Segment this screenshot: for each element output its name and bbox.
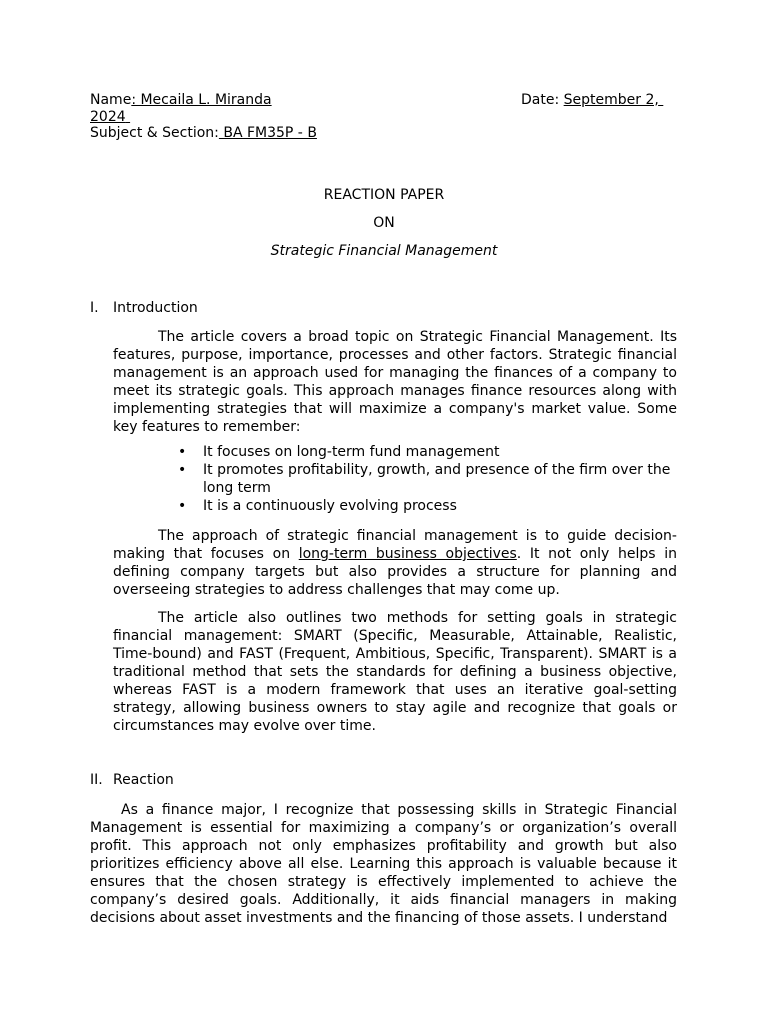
date-year-line — [90, 109, 130, 126]
date-value: September 2, — [563, 92, 659, 108]
section-1-numeral: I. — [90, 300, 99, 316]
name-value: : Mecaila L. Miranda — [131, 92, 272, 108]
date-label: Date: — [521, 92, 564, 108]
title-reaction-paper: REACTION PAPER — [323, 187, 445, 203]
date-line — [521, 92, 663, 109]
key-features-list — [178, 443, 677, 515]
list-item: • It focuses on long-term fund management — [178, 444, 500, 460]
list-item: • It promotes profitability, growth, and presence of the firm over the long term — [178, 462, 671, 496]
bullet-icon: • — [178, 462, 187, 478]
reaction-paragraph-1: As a finance major, I recognize that possessing skills in Strategic Financial Management is essential for maximizing a company’s or organization’s overall profit. This approach not only emphasizes profitability and growth but also prioritizes efficiency above all else. Learning this approach is valuable because it ensures that the chosen strategy is effectively implemented to achieve the company’s desired goals. Additionally, it aids financial managers in making decisions about asset investments and the financing of those assets. I understand — [90, 802, 677, 926]
section-1-heading: Introduction — [113, 300, 198, 316]
subject-value: BA FM35P - B — [218, 125, 317, 141]
intro-paragraph-2: The approach of strategic financial management is to guide decision-making that focuses on long-term business objectives. It not only helps in defining company targets but also provides a structure for planning and overseeing strategies to address challenges that may come up. — [113, 528, 677, 598]
title-on: ON — [373, 215, 395, 231]
intro-paragraph-3: The article also outlines two methods for setting goals in strategic financial management: SMART (Specific, Measurable, Attainable, Realistic, Time-bound) and FAST (Frequent, Ambitious, Specific, Transparent). SMART is a traditional method that sets the standards for defining a business objective, whereas FAST is a modern framework that uses an iterative goal-setting strategy, allowing business owners to stay agile and recognize that goals or circumstances may evolve over time. — [113, 610, 677, 734]
intro-paragraph-1: The article covers a broad topic on Strategic Financial Management. Its features, purpose, importance, processes and other factors. Strategic financial management is an approach used for managing the finances of a company to meet its strategic goals. This approach manages finance resources along with implementing strategies that will maximize a company's market value. Some key features to remember: — [113, 329, 677, 435]
name-line — [90, 92, 272, 109]
bullet-icon: • — [178, 498, 187, 514]
bullet-icon: • — [178, 444, 187, 460]
section-2-numeral: II. — [90, 772, 103, 788]
subject-line — [90, 125, 317, 142]
name-label: Name — [90, 92, 132, 108]
long-term-objectives-link[interactable]: long-term business objectives — [298, 546, 517, 562]
title-topic: Strategic Financial Management — [270, 243, 498, 259]
section-2-heading: Reaction — [113, 772, 174, 788]
list-item: • It is a continuously evolving process — [178, 498, 457, 514]
subject-label: Subject & Section: — [90, 125, 219, 141]
date-year: 2024 — [90, 109, 126, 125]
